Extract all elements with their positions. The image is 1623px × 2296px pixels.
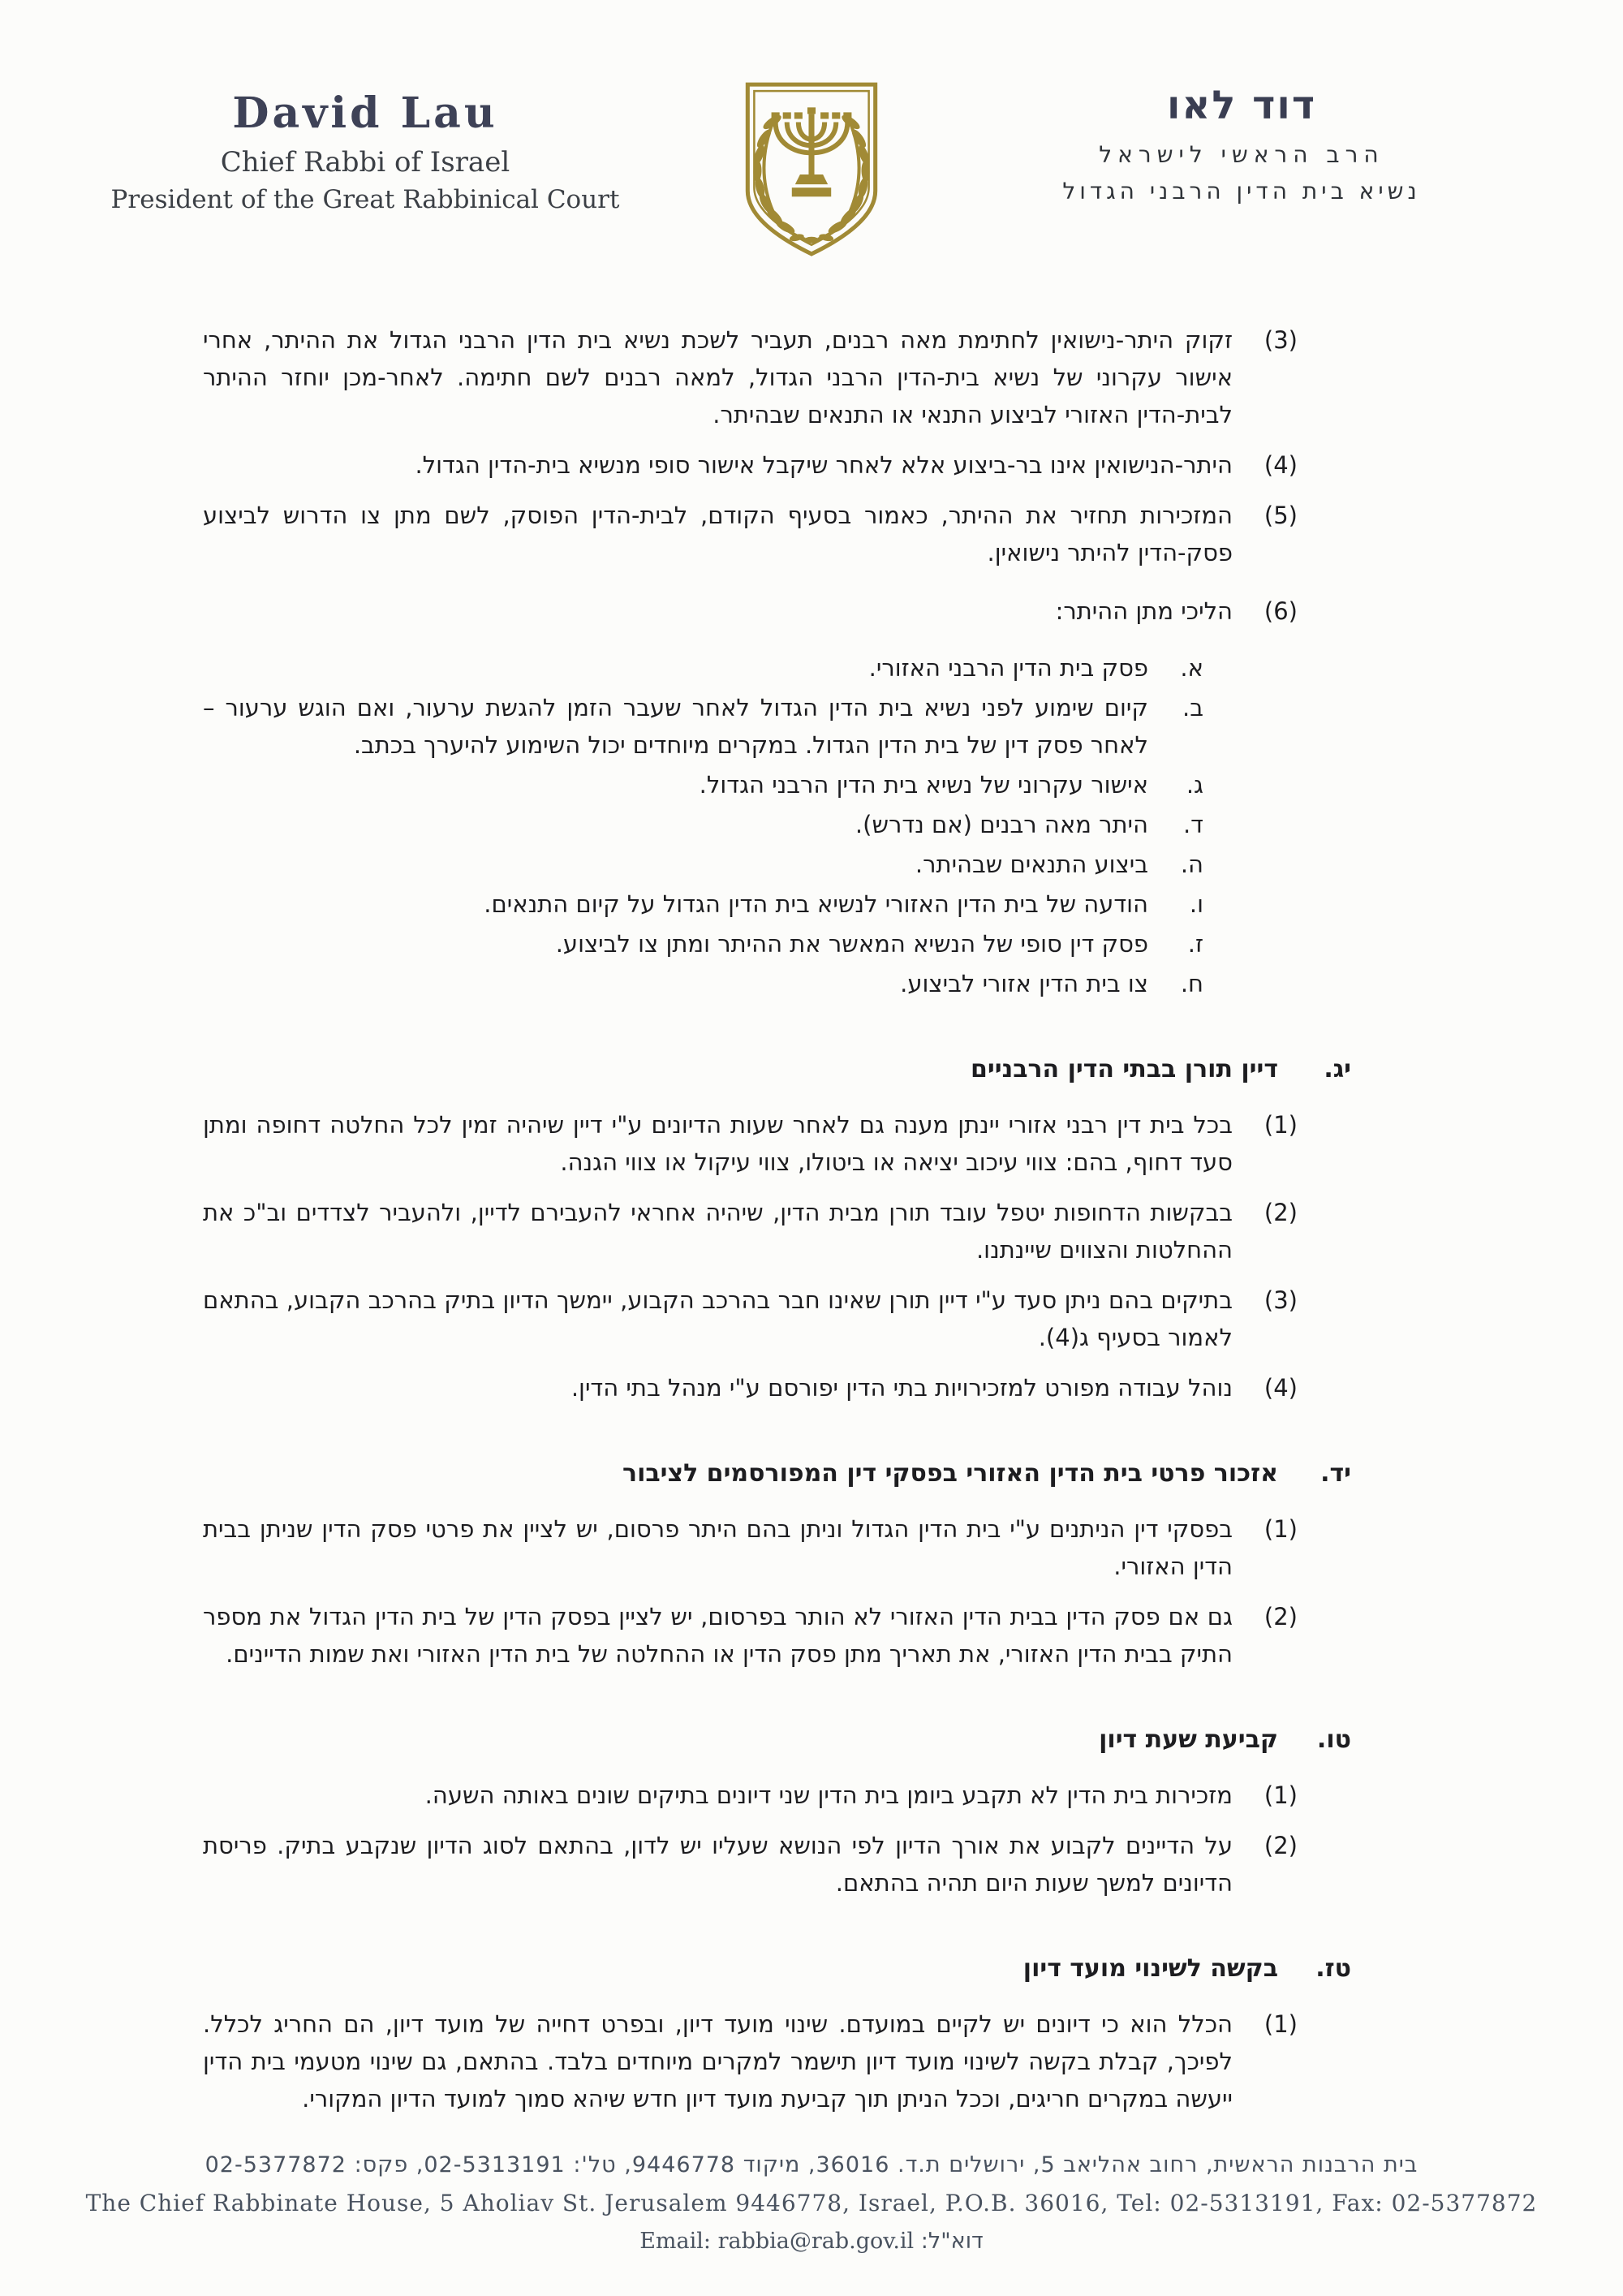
section-items xyxy=(203,1777,1298,1902)
paragraph-text: בתיקים בהם ניתן סעד ע"י דיין תורן שאינו חבר בהרכב הקבוע, יימשך הדיון בתיק בהרכב הקבוע, בהתאם לאמור בסעיף ג(4). xyxy=(203,1286,1233,1351)
section-heading xyxy=(203,1455,1351,1493)
section-title: בקשה לשינוי מועד דיון xyxy=(1022,1954,1278,1983)
paragraph xyxy=(203,1777,1298,1814)
paragraph-number: (3) xyxy=(1264,326,1298,354)
item-letter: ח. xyxy=(1180,970,1203,997)
paragraph xyxy=(203,2005,1298,2117)
list-item xyxy=(203,689,1203,764)
paragraph xyxy=(203,1827,1298,1902)
section-number: יג. xyxy=(1324,1055,1351,1083)
footer-email-line xyxy=(0,2229,1623,2254)
paragraph-number: (1) xyxy=(1264,1111,1298,1139)
paragraph-text: המזכירות תחזיר את ההיתר, כאמור בסעיף הקודם, לבית-הדין הפוסק, לשם מתן צו הדרוש לביצוע פסק-הדין להיתר נישואין. xyxy=(203,502,1233,566)
israel-state-emblem-icon xyxy=(725,75,898,266)
paragraph-number: (4) xyxy=(1264,1374,1298,1402)
section-number: טו. xyxy=(1316,1725,1351,1754)
paragraph xyxy=(203,1598,1298,1673)
list-item xyxy=(203,766,1203,803)
paragraph-text: גם אם פסק הדין בבית הדין האזורי לא הותר בפרסום, יש לציין בפסק הדין של בית הדין הגדול את מספר התיק בבית הדין האזורי, את תאריך מתן פסק הדין או ההחלטה של בית הדין האזורי ואת שמות הדיינים. xyxy=(203,1603,1233,1668)
paragraph xyxy=(203,446,1298,484)
section-16 xyxy=(203,1950,1351,2117)
item-letter: ו. xyxy=(1189,890,1203,918)
list-item xyxy=(203,885,1203,923)
intro-paragraphs xyxy=(203,321,1298,630)
paragraph-text: על הדיינים לקבוע את אורך הדיון לפי הנושא שעליו יש לדון, בהתאם לסוג הדיון שנקבע בתיק. פריסת הדיונים למשך שעות היום תהיה בהתאם. xyxy=(203,1832,1233,1897)
item-text: פסק בית הדין הרבני האזורי. xyxy=(868,654,1148,682)
section-14 xyxy=(203,1455,1351,1673)
header-hebrew-block xyxy=(974,75,1509,205)
paragraph-number: (2) xyxy=(1264,1199,1298,1226)
paragraph xyxy=(203,1369,1298,1406)
title-english-2: President of the Great Rabbinical Court xyxy=(110,184,620,214)
paragraph-text: היתר-הנישואין אינו בר-ביצוע אלא לאחר שיקבל אישור סופי מנשיא בית-הדין הגדול. xyxy=(415,451,1233,479)
paragraph-text: נוהל עבודה מפורט למזכירויות בתי הדין יפורסם ע"י מנהל בתי הדין. xyxy=(570,1374,1233,1402)
section-number: יד. xyxy=(1320,1459,1351,1488)
document-body xyxy=(0,266,1623,2130)
paragraph xyxy=(203,1282,1298,1356)
paragraph-text: בבקשות הדחופות יטפל עובד תורן מבית הדין, שיהיה אחראי להעבירם לדיין, ולהעביר לצדדים וב"כ את ההחלטות והצווים שיינתנו. xyxy=(203,1199,1233,1264)
section-13 xyxy=(203,1051,1351,1406)
name-hebrew: דוד לאו xyxy=(1166,83,1317,128)
paragraph-text: הליכי מתן ההיתר: xyxy=(1055,597,1233,625)
item-letter: ד. xyxy=(1182,811,1203,838)
list-item xyxy=(203,806,1203,843)
paragraph xyxy=(203,1194,1298,1269)
item-text: אישור עקרוני של נשיא בית הדין הרבני הגדול. xyxy=(699,771,1148,799)
name-english: David Lau xyxy=(232,88,498,138)
section-heading xyxy=(203,1721,1351,1759)
section-heading xyxy=(203,1950,1351,1988)
paragraph xyxy=(203,1510,1298,1585)
header-english-block xyxy=(81,75,649,214)
footer-address-english: The Chief Rabbinate House, 5 Aholiav St. Jerusalem 9446778, Israel, P.O.B. 36016, Tel: 02-5313191, Fax: 02-5377872 xyxy=(85,2190,1538,2216)
item-letter: ג. xyxy=(1186,771,1203,799)
list-item xyxy=(203,965,1203,1002)
paragraph-number: (2) xyxy=(1264,1832,1298,1859)
item-letter: א. xyxy=(1180,654,1203,682)
paragraph-number: (1) xyxy=(1264,1781,1298,1809)
section-title: דיין תורן בבתי הדין הרבניים xyxy=(971,1055,1278,1083)
item-text: הודעה של בית הדין האזורי לנשיא בית הדין הגדול על קיום התנאים. xyxy=(484,890,1148,918)
paragraph-number: (2) xyxy=(1264,1603,1298,1630)
paragraph-number: (4) xyxy=(1264,451,1298,479)
paragraph-text: בפסקי דין הניתנים ע"י בית הדין הגדול וניתן בהם היתר פרסום, יש לציין את פרטי פסק הדין שניתן בבית הדין האזורי. xyxy=(203,1515,1233,1580)
item-letter: ה. xyxy=(1180,851,1203,878)
item-text: היתר מאה רבנים (אם נדרש). xyxy=(855,811,1148,838)
paragraph xyxy=(203,1106,1298,1181)
permit-steps-list xyxy=(203,649,1203,1002)
paragraph-text: בכל בית דין רבני אזורי יינתן מענה גם לאחר שעות הדיונים ע"י דיין שיהיה זמין לכל החלטה דחופה ומתן סעד דחוף, בהם: צווי עיכוב יציאה או ביטולו, צווי עיקול או צווי הגנה. xyxy=(203,1111,1233,1176)
paragraph-number: (5) xyxy=(1264,502,1298,529)
paragraph-number: (6) xyxy=(1264,597,1298,625)
letterhead xyxy=(0,0,1623,266)
section-number: טז. xyxy=(1315,1954,1351,1983)
paragraph xyxy=(203,497,1298,571)
paragraph-text: הכלל הוא כי דיונים יש לקיים במועדם. שינוי מועד דיון, ובפרט דחייה של מועד דיון, הם החריג לכלל. לפיכך, קבלת בקשה לשינוי מועד דיון תישמר למקרים מיוחדים בלבד. בהתאם, גם שינוי מטעמי בית הדין ייעשה במקרים חריגים, וככל הניתן תוך קביעת מועד דיון חדש שיהא סמוך למועד הדיון המקורי. xyxy=(203,2010,1233,2113)
list-item xyxy=(203,649,1203,687)
section-15 xyxy=(203,1721,1351,1902)
title-hebrew-1: הרב הראשי לישראל xyxy=(1099,141,1384,168)
item-text: פסק דין סופי של הנשיא המאשר את ההיתר ומתן צו לביצוע. xyxy=(555,930,1148,958)
footer-address-hebrew: בית הרבנות הראשית, רחוב אהליאב 5, ירושלים ת.ד. 36016, מיקוד 9446778, טל': 02-5313191, פקס: 02-5377872 xyxy=(204,2152,1419,2178)
paragraph-number: (1) xyxy=(1264,1515,1298,1543)
title-english-1: Chief Rabbi of Israel xyxy=(220,145,510,179)
paragraph-number: (3) xyxy=(1264,1286,1298,1314)
item-text: ביצוע התנאים שבהיתר. xyxy=(915,851,1148,878)
section-heading xyxy=(203,1051,1351,1088)
section-title: אזכור פרטי בית הדין האזורי בפסקי דין המפורסמים לציבור xyxy=(622,1459,1278,1488)
section-items xyxy=(203,1510,1298,1673)
paragraph-text: מזכירות בית הדין לא תקבע ביומן בית הדין שני דיונים בתיקים שונים באותה השעה. xyxy=(424,1781,1233,1809)
paragraph-text: זקוק היתר-נישואין לחתימת מאה רבנים, תעביר לשכת נשיא בית הדין הרבני הגדול את ההיתר, אחרי אישור עקרוני של נשיא בית-הדין הרבני הגדול, למאה רבנים לשם חתימה. לאחר-מכן יוחזר ההיתר לבית-הדין האזורי לביצוע התנאי או התנאים שבהיתר. xyxy=(203,326,1233,429)
item-letter: ב. xyxy=(1182,694,1203,722)
section-title: קביעת שעת דיון xyxy=(1099,1725,1278,1754)
title-hebrew-2: נשיא בית הדין הרבני הגדול xyxy=(1062,178,1421,205)
item-text: צו בית הדין אזורי לביצוע. xyxy=(900,970,1148,997)
contact-footer xyxy=(0,2152,1623,2296)
paragraph-number: (1) xyxy=(1264,2010,1298,2038)
paragraph xyxy=(203,592,1298,630)
section-items xyxy=(203,2005,1298,2117)
item-text: קיום שימוע לפני נשיא בית הדין הגדול לאחר שעבר הזמן להגשת ערעור, ואם הוגש ערעור – לאחר פסק דין של בית הדין הגדול. במקרים מיוחדים יכול השימוע להיערך בכתב. xyxy=(203,694,1148,759)
list-item xyxy=(203,846,1203,883)
list-item xyxy=(203,925,1203,963)
email-address: Email: rabbia@rab.gov.il xyxy=(639,2229,915,2254)
item-letter: ז. xyxy=(1187,930,1203,958)
paragraph xyxy=(203,321,1298,433)
section-items xyxy=(203,1106,1298,1406)
email-label-hebrew: דוא"ל: xyxy=(920,2229,984,2254)
